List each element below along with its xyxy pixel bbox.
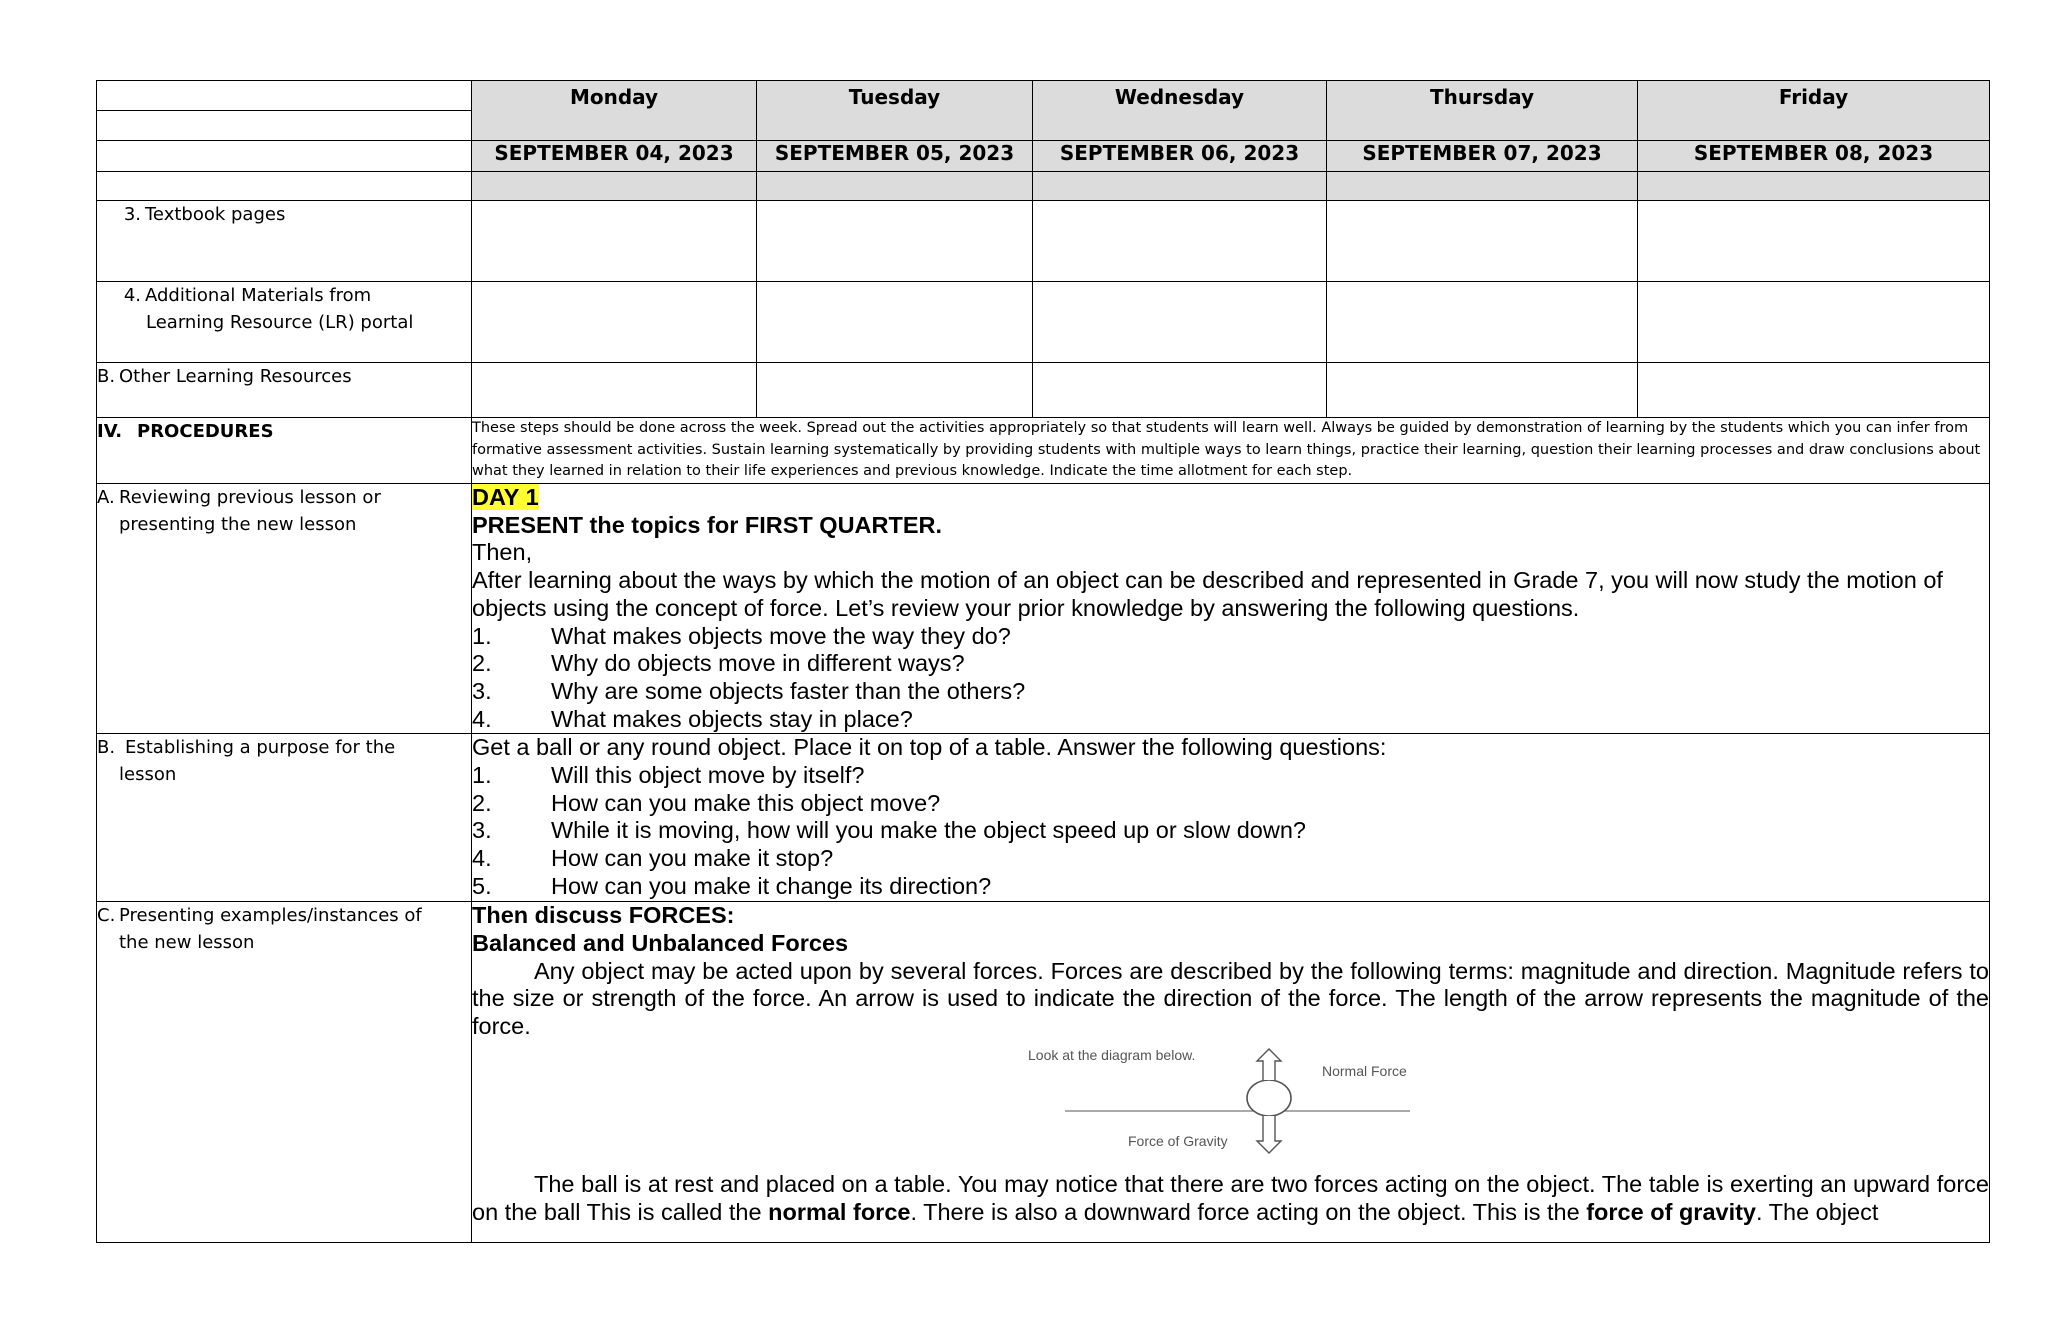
date-monday: SEPTEMBER 04, 2023 <box>472 141 757 172</box>
row-label-text: presenting the new lesson <box>119 514 357 535</box>
empty-cell <box>472 201 757 282</box>
section-number: IV. <box>97 421 123 442</box>
list-item: 3. While it is moving, how will you make the object speed up or slow down? <box>472 817 1306 844</box>
empty-cell <box>1033 282 1327 363</box>
section-title: PROCEDURES <box>137 421 274 442</box>
row-label-text: lesson <box>119 764 177 786</box>
row-label-procedures <box>97 418 472 484</box>
ball-paragraph: The ball is at rest and placed on a table. You may notice that there are two forces acting on the object. The table is exerting an upward force on the ball This is called the normal force. There is also a downward force acting on the object. This is the force of gravity. The object <box>472 1170 1989 1225</box>
row-label-additional-materials <box>97 282 472 363</box>
purpose-intro: Get a ball or any round object. Place it on top of a table. Answer the following questions: <box>472 734 1387 761</box>
empty-cell <box>1638 282 1990 363</box>
intro-paragraph: After learning about the ways by which the motion of an object can be described and represented in Grade 7, you will now study the motion of objects using the concept of force. Let’s review your prior knowledge by answering the following questions. <box>472 567 1943 621</box>
day-badge: DAY 1 <box>472 484 539 510</box>
empty-cell <box>1327 201 1638 282</box>
date-thursday: SEPTEMBER 07, 2023 <box>1327 141 1638 172</box>
lesson-log-table <box>96 80 1990 1243</box>
day-header-tuesday: Tuesday <box>757 81 1033 141</box>
down-arrow-icon <box>1257 1116 1281 1153</box>
empty-cell <box>1033 363 1327 418</box>
blank-cell <box>97 172 472 201</box>
list-item: 4. What makes objects stay in place? <box>472 705 913 732</box>
date-tuesday: SEPTEMBER 05, 2023 <box>757 141 1033 172</box>
header-blank-cell <box>97 81 472 111</box>
empty-cell <box>1033 201 1327 282</box>
ball-shape <box>1247 1080 1291 1116</box>
up-arrow-icon <box>1257 1049 1281 1080</box>
forces-paragraph: Any object may be acted upon by several forces. Forces are described by the following terms: magnitude and direction. Magnitude refers to the size or strength of the force. An arrow is used to indicate the direction of the force. The length of the arrow represents the magnitude of the force. <box>472 957 1989 1040</box>
row-number: 4. <box>123 285 141 306</box>
list-item: 1. Will this object move by itself? <box>472 762 865 789</box>
balanced-forces-heading: Balanced and Unbalanced Forces <box>472 930 849 957</box>
list-item: 1. What makes objects move the way they do? <box>472 622 1011 649</box>
empty-cell <box>757 201 1033 282</box>
list-item: 4. How can you make it stop? <box>472 845 834 872</box>
header-blank-cell <box>97 111 472 141</box>
row-label-text: Learning Resource (LR) portal <box>146 312 414 333</box>
list-item: 3. Why are some objects faster than the others? <box>472 677 1026 704</box>
list-item: 2. Why do objects move in different ways? <box>472 650 965 677</box>
empty-cell <box>1327 363 1638 418</box>
empty-cell <box>757 282 1033 363</box>
row-label-text: Textbook pages <box>145 204 286 225</box>
empty-cell <box>1638 201 1990 282</box>
blank-gray-cell <box>1327 172 1638 201</box>
row-label-text: Additional Materials from <box>145 285 372 306</box>
list-item: 5. How can you make it change its direction? <box>472 872 992 899</box>
row-label-text: the new lesson <box>119 932 255 954</box>
forces-heading: Then discuss FORCES: <box>472 902 735 929</box>
blank-gray-cell <box>757 172 1033 201</box>
examples-content <box>472 902 1990 1243</box>
gravity-label: Force of Gravity <box>1128 1132 1228 1149</box>
list-item: 2. How can you make this object move? <box>472 789 941 816</box>
row-number: C. <box>97 905 116 927</box>
row-label-reviewing <box>97 484 472 734</box>
row-number: B. <box>97 737 116 759</box>
normal-force-label: Normal Force <box>1322 1062 1407 1079</box>
row-label-text: Reviewing previous lesson or <box>119 487 381 508</box>
purpose-content <box>472 734 1990 902</box>
row-label-other-resources <box>97 363 472 418</box>
empty-cell <box>1638 363 1990 418</box>
reviewing-content <box>472 484 1990 734</box>
diagram-caption: Look at the diagram below. <box>1028 1046 1196 1063</box>
row-number: A. <box>97 487 115 508</box>
row-number: 3. <box>123 204 141 225</box>
date-friday: SEPTEMBER 08, 2023 <box>1638 141 1990 172</box>
blank-gray-cell <box>1638 172 1990 201</box>
empty-cell <box>472 282 757 363</box>
row-label-purpose <box>97 734 472 902</box>
row-label-text: Establishing a purpose for the <box>125 737 396 759</box>
empty-cell <box>472 363 757 418</box>
present-heading: PRESENT the topics for FIRST QUARTER. <box>472 511 943 538</box>
day-header-monday: Monday <box>472 81 757 141</box>
empty-cell <box>757 363 1033 418</box>
procedures-note: These steps should be done across the week. Spread out the activities appropriately so that students will learn well. Always be guided by demonstration of learning by the students which you can infer from formative assessment activities. Sustain learning systematically by providing students with multiple ways to learn things, practice their learning, question their learning processes and draw conclusions about what they learned in relation to their life experiences and previous knowledge. Indicate the time allotment for each step. <box>472 418 1990 484</box>
row-label-textbook-pages <box>97 201 472 282</box>
row-label-text: Presenting examples/instances of <box>119 905 422 927</box>
force-diagram-svg <box>472 1041 1952 1171</box>
then-text: Then, <box>472 539 533 566</box>
day-header-friday: Friday <box>1638 81 1990 141</box>
row-label-text: Other Learning Resources <box>119 366 352 387</box>
blank-gray-cell <box>472 172 757 201</box>
row-number: B. <box>97 366 116 387</box>
day-header-wednesday: Wednesday <box>1033 81 1327 141</box>
row-label-examples <box>97 902 472 1243</box>
date-wednesday: SEPTEMBER 06, 2023 <box>1033 141 1327 172</box>
date-blank-cell <box>97 141 472 172</box>
force-diagram <box>472 1041 1989 1171</box>
empty-cell <box>1327 282 1638 363</box>
day-header-thursday: Thursday <box>1327 81 1638 141</box>
blank-gray-cell <box>1033 172 1327 201</box>
